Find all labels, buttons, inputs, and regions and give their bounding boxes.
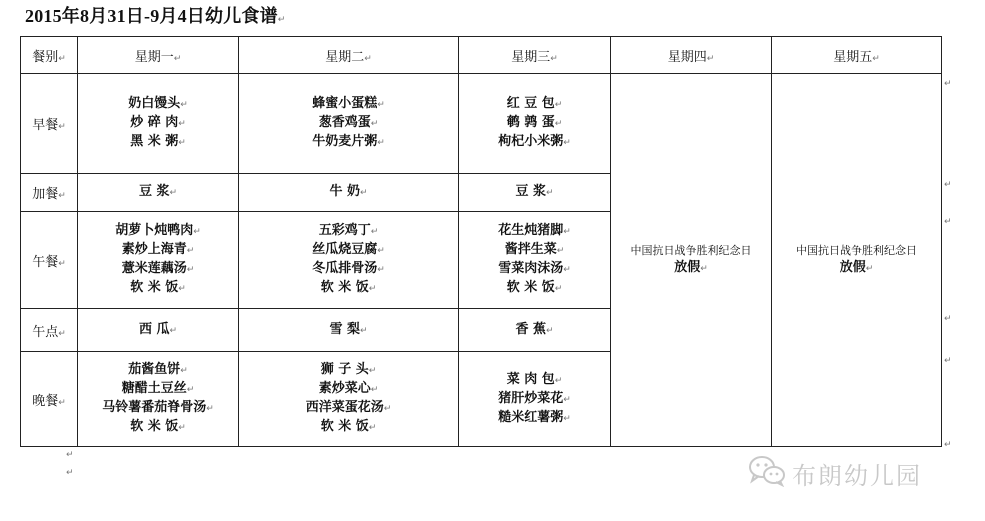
food-item: 枸杞小米粥↵ [498, 134, 571, 149]
paragraph-mark: ↵ [359, 325, 368, 336]
meal-name: 晚餐 [32, 393, 59, 409]
paragraph-mark: ↵ [944, 217, 952, 227]
paragraph-mark: ↵ [364, 53, 372, 64]
menu-cell-mon [78, 212, 239, 309]
food-item: 葱香鸡蛋↵ [318, 115, 379, 130]
paragraph-mark: ↵ [368, 284, 377, 294]
paragraph-mark: ↵ [554, 284, 563, 294]
menu-cell-wed [459, 74, 611, 174]
header-day-thu [611, 37, 772, 74]
paragraph-mark: ↵ [563, 227, 571, 237]
food-item: 香 蕉↵ [515, 321, 554, 337]
paragraph-mark: ↵ [178, 119, 186, 129]
food-item: 素炒上海青↵ [121, 242, 195, 257]
paragraph-mark: ↵ [944, 79, 952, 89]
food-item: 素炒菜心↵ [318, 381, 379, 396]
food-item: 冬瓜排骨汤↵ [312, 261, 385, 276]
header-day-fri [772, 37, 942, 74]
menu-cell-wed [459, 212, 611, 309]
food-item: 软 米 饭↵ [320, 280, 377, 295]
meal-label [21, 74, 78, 174]
food-item: 西 瓜↵ [138, 321, 178, 337]
paragraph-mark: ↵ [700, 264, 708, 274]
day-label: 星期三 [511, 49, 551, 65]
paragraph-mark: ↵ [58, 397, 66, 408]
paragraph-mark: ↵ [58, 53, 66, 64]
header-day-mon [78, 37, 239, 74]
food-item: 红 豆 包↵ [506, 96, 563, 111]
paragraph-mark: ↵ [370, 385, 379, 395]
paragraph-mark: ↵ [178, 284, 186, 294]
holiday-reason: 中国抗日战争胜利纪念日 [796, 244, 917, 257]
paragraph-mark: ↵ [377, 246, 385, 256]
header-row [21, 37, 942, 74]
paragraph-mark: ↵ [563, 265, 571, 275]
food-item: 胡萝卜炖鸭肉↵ [115, 223, 201, 238]
header-day-wed [459, 37, 611, 74]
paragraph-mark: ↵ [368, 366, 377, 376]
paragraph-mark: ↵ [180, 366, 188, 376]
paragraph-mark: ↵ [169, 188, 178, 198]
food-item: 雪 梨↵ [329, 321, 368, 337]
menu-table [20, 36, 942, 447]
holiday-cell-thu [611, 74, 772, 447]
paragraph-mark: ↵ [554, 375, 563, 386]
title-text: 2015年8月31日-9月4日幼儿食谱 [25, 6, 278, 26]
menu-cell-wed [459, 352, 611, 447]
meal-label [21, 212, 78, 309]
holiday-label: 放假↵ [674, 260, 708, 275]
menu-cell-wed [459, 174, 611, 212]
paragraph-mark: ↵ [186, 385, 195, 395]
watermark-text: 布朗幼儿园 [792, 461, 922, 490]
menu-cell-tue [239, 74, 459, 174]
meal-name: 早餐 [32, 118, 59, 133]
paragraph-mark: ↵ [556, 246, 565, 256]
food-item: 软 米 饭↵ [506, 280, 563, 295]
paragraph-mark: ↵ [545, 325, 554, 336]
paragraph-mark: ↵ [58, 122, 66, 132]
food-item: 花生炖猪脚↵ [498, 223, 571, 238]
food-item: 雪菜肉沫汤↵ [498, 261, 571, 276]
paragraph-mark: ↵ [206, 404, 214, 414]
meal-row-breakfast [21, 74, 942, 174]
paragraph-mark: ↵ [66, 450, 74, 460]
food-item: 炒 碎 肉↵ [130, 115, 186, 130]
food-item: 牛 奶↵ [329, 184, 368, 199]
food-item: 马铃薯番茄脊骨汤↵ [102, 400, 214, 415]
food-item: 软 米 饭↵ [320, 419, 377, 434]
paragraph-mark: ↵ [944, 356, 952, 366]
paragraph-mark: ↵ [370, 119, 379, 129]
paragraph-mark: ↵ [706, 53, 715, 64]
meal-name: 加餐 [32, 187, 59, 202]
paragraph-mark: ↵ [370, 227, 379, 237]
menu-cell-tue [239, 352, 459, 447]
paragraph-mark: ↵ [377, 138, 385, 148]
food-item: 豆 浆↵ [515, 184, 554, 199]
menu-cell-tue [239, 212, 459, 309]
paragraph-mark: ↵ [554, 100, 563, 110]
menu-cell-wed [459, 309, 611, 352]
paragraph-mark: ↵ [277, 15, 286, 25]
meal-label [21, 352, 78, 447]
food-item: 豆 浆↵ [138, 184, 178, 199]
food-item: 鹌 鹑 蛋↵ [506, 115, 563, 130]
food-item: 菜 肉 包↵ [506, 371, 563, 387]
food-item: 糖醋土豆丝↵ [121, 381, 195, 396]
food-item: 牛奶麦片粥↵ [312, 134, 385, 149]
paragraph-mark: ↵ [554, 119, 563, 129]
paragraph-mark: ↵ [563, 394, 571, 405]
page-title [25, 2, 286, 28]
menu-cell-tue [239, 174, 459, 212]
food-item: 薏米莲藕汤↵ [121, 261, 195, 276]
menu-cell-mon [78, 352, 239, 447]
meal-name: 午点 [32, 324, 59, 340]
meal-label [21, 174, 78, 212]
paragraph-mark: ↵ [563, 138, 571, 148]
paragraph-mark: ↵ [180, 100, 188, 110]
menu-cell-mon [78, 74, 239, 174]
menu-cell-mon [78, 174, 239, 212]
food-item: 软 米 饭↵ [130, 280, 186, 295]
holiday-reason: 中国抗日战争胜利纪念日 [630, 244, 752, 257]
food-item: 西洋菜蛋花汤↵ [305, 400, 392, 415]
paragraph-mark: ↵ [383, 404, 392, 414]
holiday-cell-fri [772, 74, 942, 447]
food-item: 蜂蜜小蛋糕↵ [312, 96, 385, 111]
day-label: 星期二 [325, 49, 365, 65]
food-item: 糙米红薯粥↵ [498, 409, 571, 425]
food-item: 狮 子 头↵ [320, 362, 377, 377]
paragraph-mark: ↵ [377, 265, 385, 275]
header-day-tue [239, 37, 459, 74]
paragraph-mark: ↵ [368, 423, 377, 433]
paragraph-mark: ↵ [173, 53, 182, 64]
paragraph-mark: ↵ [169, 325, 178, 336]
food-item: 酱拌生菜↵ [504, 242, 565, 257]
day-label: 星期四 [667, 49, 707, 65]
paragraph-mark: ↵ [58, 258, 66, 269]
meal-name: 午餐 [32, 254, 59, 270]
header-corner [21, 37, 78, 74]
meal-label [21, 309, 78, 352]
paragraph-mark: ↵ [563, 413, 571, 424]
wechat-icon [748, 455, 786, 491]
watermark [748, 455, 922, 491]
paragraph-mark: ↵ [66, 468, 74, 478]
menu-cell-tue [239, 309, 459, 352]
food-item: 奶白馒头↵ [128, 96, 188, 111]
menu-cell-mon [78, 309, 239, 352]
paragraph-mark: ↵ [872, 53, 880, 64]
paragraph-mark: ↵ [58, 191, 66, 201]
day-label: 星期五 [833, 49, 873, 65]
paragraph-mark: ↵ [178, 423, 186, 433]
paragraph-mark: ↵ [865, 264, 874, 274]
paragraph-mark: ↵ [186, 246, 195, 256]
food-item: 黑 米 粥↵ [130, 134, 186, 149]
food-item: 软 米 饭↵ [130, 419, 186, 434]
paragraph-mark: ↵ [178, 138, 186, 148]
food-item: 丝瓜烧豆腐↵ [312, 242, 385, 257]
paragraph-mark: ↵ [545, 188, 554, 198]
paragraph-mark: ↵ [186, 265, 195, 275]
day-label: 星期一 [134, 49, 174, 65]
food-item: 五彩鸡丁↵ [318, 223, 379, 238]
paragraph-mark: ↵ [944, 180, 952, 190]
paragraph-mark: ↵ [58, 328, 66, 339]
corner-label: 餐别 [32, 49, 59, 65]
paragraph-mark: ↵ [550, 53, 558, 64]
paragraph-mark: ↵ [377, 100, 385, 110]
paragraph-mark: ↵ [193, 227, 201, 237]
holiday-label: 放假↵ [839, 260, 874, 275]
paragraph-mark: ↵ [359, 188, 368, 198]
paragraph-mark: ↵ [944, 314, 952, 324]
food-item: 茄酱鱼饼↵ [128, 362, 188, 377]
food-item: 猪肝炒菜花↵ [498, 390, 571, 406]
paragraph-mark: ↵ [944, 440, 952, 450]
